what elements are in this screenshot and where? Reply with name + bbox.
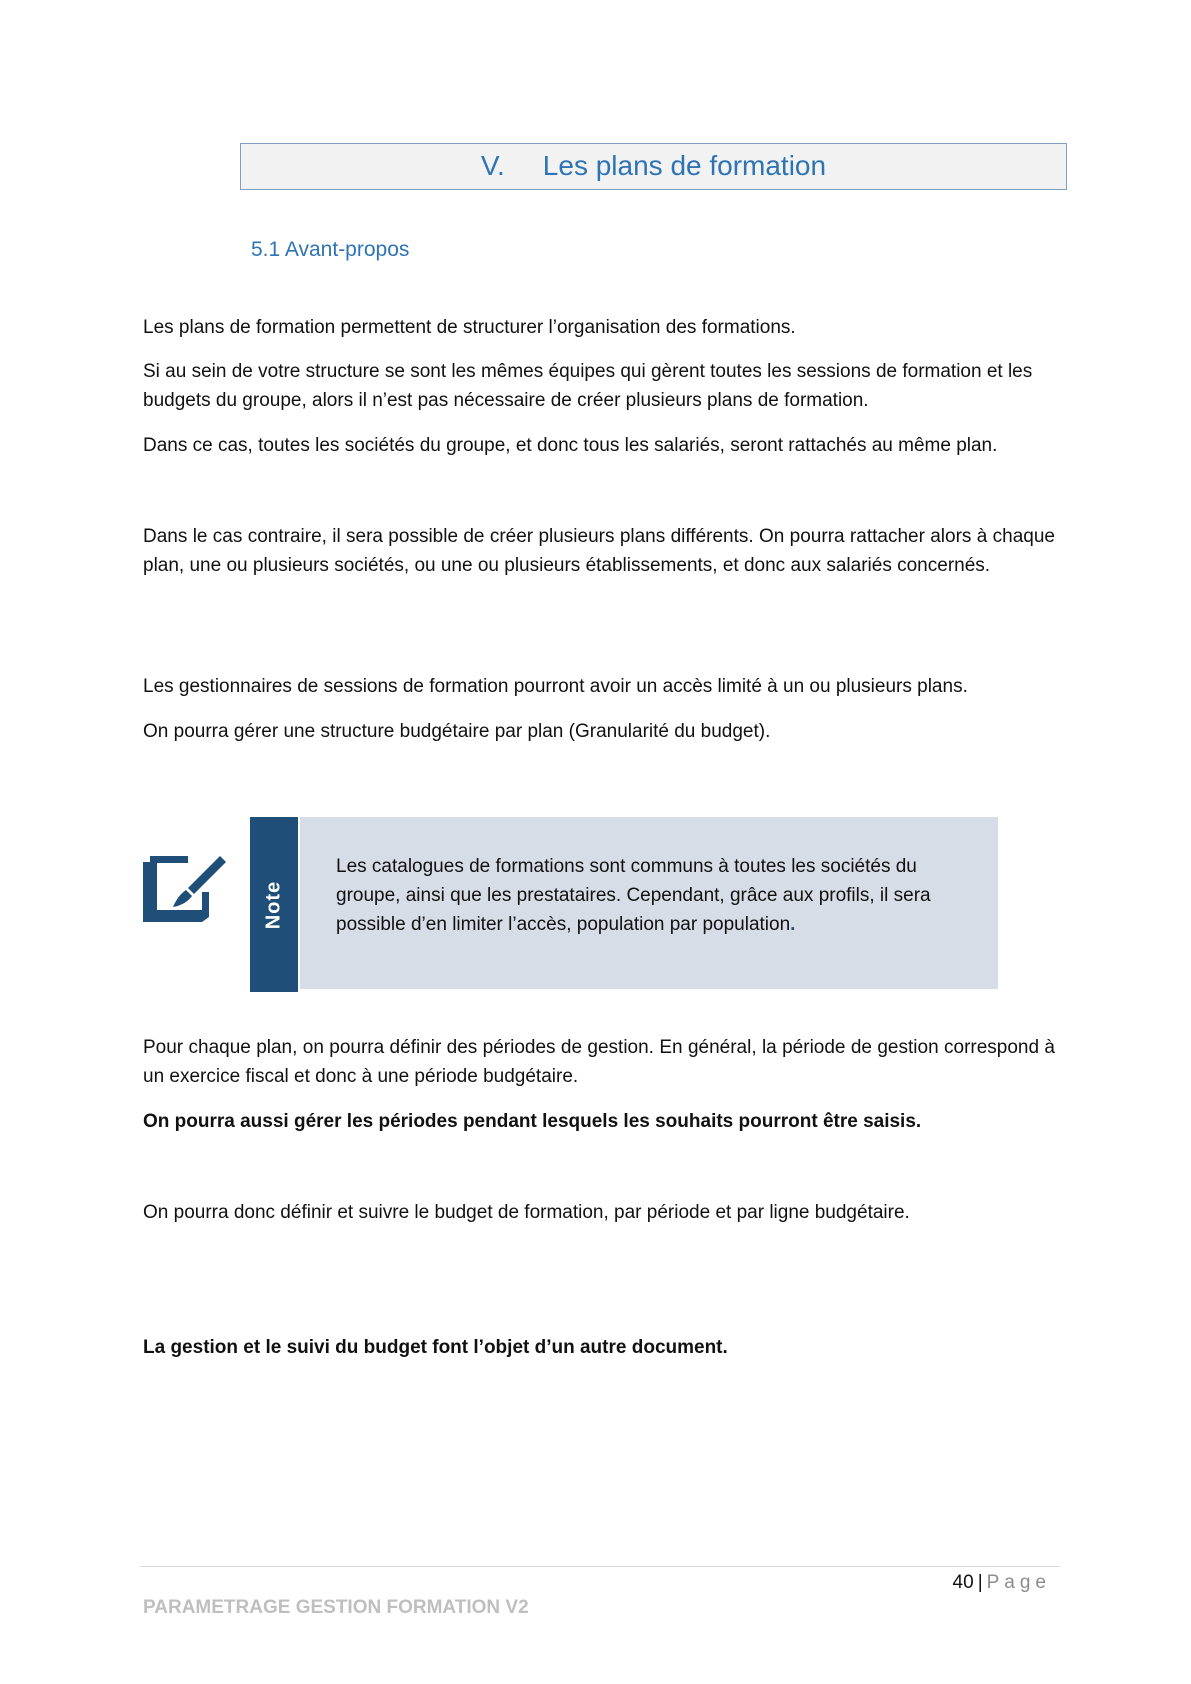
- note-end-mark: .: [790, 914, 796, 935]
- paragraph-6: On pourra gérer une structure budgétaire par plan (Granularité du budget).: [143, 721, 771, 742]
- footer-divider: [140, 1566, 1060, 1567]
- page-number: [953, 1572, 1051, 1594]
- note-edit-icon: [140, 852, 226, 922]
- paragraph-10: La gestion et le suivi du budget font l’objet d’un autre document.: [143, 1337, 728, 1358]
- page-number-value: 40: [952, 1572, 974, 1593]
- paragraph-7: Pour chaque plan, on pourra définir des périodes de gestion. En général, la période de gestion correspond à un exercice fiscal et donc à une période budgétaire.: [143, 1037, 1055, 1087]
- chapter-number: V.: [480, 150, 505, 181]
- paragraph-2: Si au sein de votre structure se sont les mêmes équipes qui gèrent toutes les sessions de formation et les budgets du groupe, alors il n’est pas nécessaire de créer plusieurs plans de formation.: [143, 361, 1033, 411]
- footer-document-title: PARAMETRAGE GESTION FORMATION V2: [143, 1597, 529, 1618]
- paragraph-8: On pourra aussi gérer les périodes pendant lesquels les souhaits pourront être saisis.: [143, 1111, 922, 1132]
- chapter-heading-box: [240, 143, 1067, 190]
- page-word: Page: [986, 1572, 1051, 1593]
- note-tab: [250, 817, 298, 992]
- paragraph-3: Dans ce cas, toutes les sociétés du groupe, et donc tous les salariés, seront rattachés au même plan.: [143, 435, 998, 456]
- note-text: [336, 852, 976, 939]
- note-box: [300, 817, 998, 989]
- chapter-title: [241, 150, 1066, 182]
- note-text-body: Les catalogues de formations sont communs à toutes les sociétés du groupe, ainsi que les prestataires. Cependant, grâce aux profils, il sera possible d’en limiter l’accès, population par population: [336, 856, 931, 935]
- paragraph-4: Dans le cas contraire, il sera possible de créer plusieurs plans différents. On pourra rattacher alors à chaque plan, une ou plusieurs sociétés, ou une ou plusieurs établissements, et donc aux salariés concernés.: [143, 526, 1055, 576]
- paragraph-5: Les gestionnaires de sessions de formation pourront avoir un accès limité à un ou plusieurs plans.: [143, 676, 968, 697]
- chapter-title-text: Les plans de formation: [542, 150, 827, 181]
- note-label: Note: [262, 880, 285, 929]
- page-number-separator: |: [977, 1572, 983, 1593]
- paragraph-1: Les plans de formation permettent de structurer l’organisation des formations.: [143, 317, 796, 338]
- paragraph-9: On pourra donc définir et suivre le budget de formation, par période et par ligne budgétaire.: [143, 1202, 910, 1223]
- section-title: 5.1 Avant-propos: [251, 238, 410, 261]
